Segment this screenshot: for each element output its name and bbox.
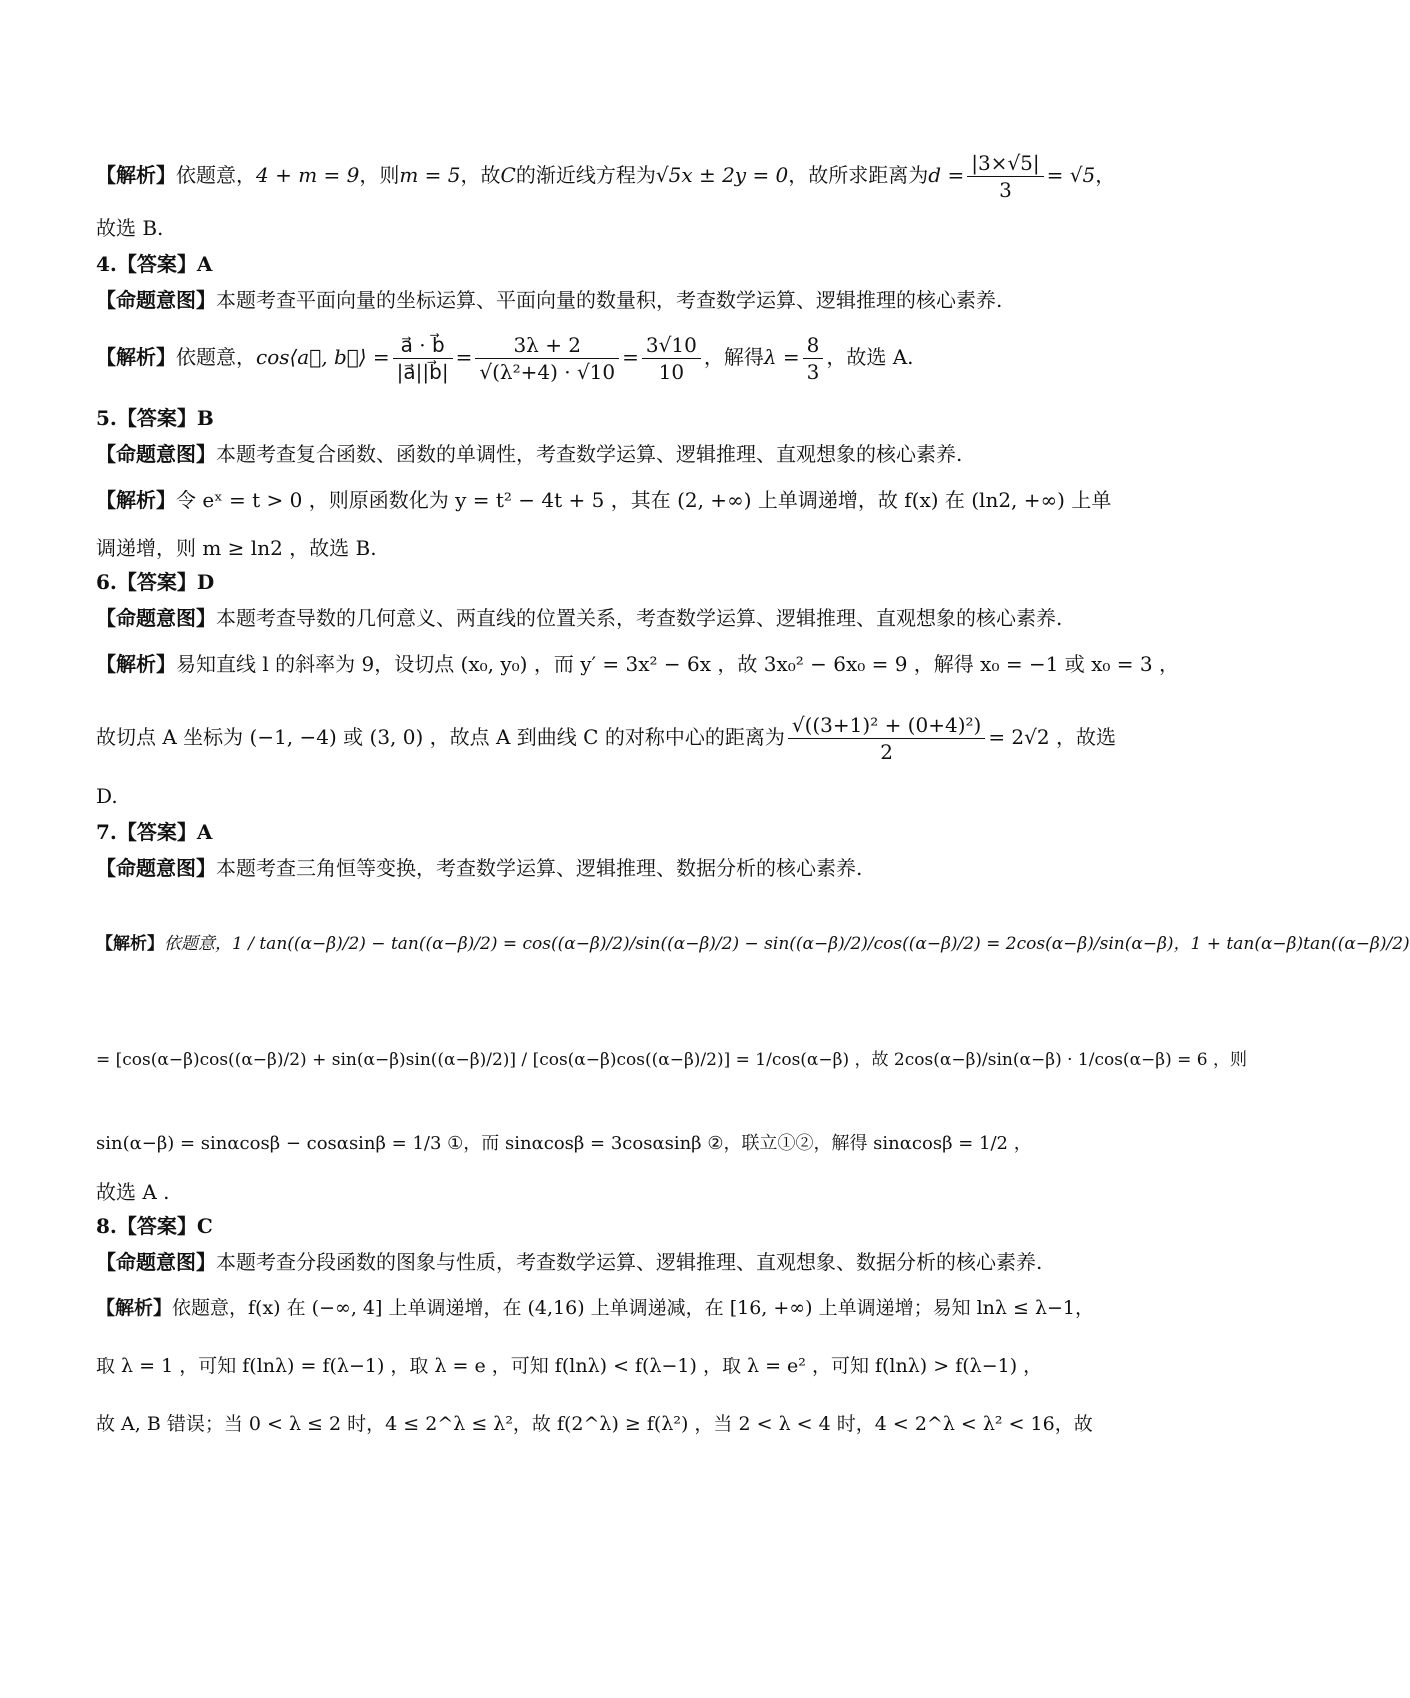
text: 依题意，	[176, 163, 256, 187]
text: 依题意，	[176, 345, 256, 369]
q3-analysis-line	[96, 150, 1116, 203]
q7-answer-heading: 7.【答案】A	[96, 820, 213, 844]
q5-analysis-line	[96, 486, 1112, 514]
q7-intent-line	[96, 854, 1104, 882]
equals: =	[622, 345, 639, 369]
denominator: 3	[999, 178, 1012, 202]
q8-analysis-line	[96, 1294, 1104, 1322]
analysis-tag: 【解析】	[96, 652, 176, 676]
q6-answer-heading: 6.【答案】D	[96, 570, 215, 594]
analysis-tag: 【解析】	[96, 488, 176, 512]
q7-equation-line: = [cos(α−β)cos((α−β)/2) + sin(α−β)sin((α−β)/2)] / [cos(α−β)cos((α−β)/2)] = 1/cos(α−β) ，故 2cos(α−β)/sin(α−β) · 1/cos(α−β) = 6 ，则	[96, 1050, 1248, 1070]
denominator: 3	[806, 360, 820, 384]
fraction	[475, 332, 619, 385]
text: ，故选 A.	[826, 345, 914, 369]
q8-analysis-line-3: 故 A, B 错误；当 0 < λ ≤ 2 时，4 ≤ 2^λ ≤ λ²，故 f(2^λ) ≥ f(λ²) ，当 2 < λ < 4 时，4 < 2^λ < λ² < 16，故	[96, 1413, 1093, 1435]
q5-answer-heading: 5.【答案】B	[96, 406, 214, 430]
equation: λ =	[763, 345, 800, 369]
denominator: √(λ²+4) · √10	[479, 360, 616, 384]
intent-text: 本题考查导数的几何意义、两直线的位置关系，考查数学运算、逻辑推理、直观想象的核心素养.	[216, 606, 1063, 630]
q8-analysis-line-2: 取 λ = 1 ，可知 f(lnλ) = f(λ−1) ，取 λ = e ，可知 f(lnλ) < f(λ−1) ，取 λ = e² ，可知 f(lnλ) > f(λ−1) ，	[96, 1355, 1043, 1377]
equation: = √5	[1046, 163, 1096, 187]
q7-conclusion: 故选 A .	[96, 1180, 170, 1204]
equation: √5x ± 2y = 0	[655, 163, 789, 187]
q8-answer-heading: 8.【答案】C	[96, 1214, 213, 1238]
equation: cos⟨a⃗, b⃗⟩ =	[256, 345, 390, 369]
intent-tag: 【命题意图】	[96, 856, 216, 880]
fraction	[788, 712, 985, 765]
denominator: |a⃗||b⃗|	[396, 360, 449, 384]
fraction	[967, 150, 1043, 203]
intent-tag: 【命题意图】	[96, 606, 216, 630]
intent-text: 本题考查三角恒等变换，考查数学运算、逻辑推理、数据分析的核心素养.	[216, 856, 863, 880]
analysis-text: 依题意，f(x) 在 (−∞, 4] 上单调递增，在 (4,16) 上单调递减，在 [16, +∞) 上单调递增；易知 lnλ ≤ λ−1，	[172, 1297, 1095, 1319]
numerator: |3×√5|	[967, 150, 1043, 177]
text: ，故	[460, 163, 501, 187]
q7-equation-line-3: sin(α−β) = sinαcosβ − cosαsinβ = 1/3 ①，而 sinαcosβ = 3cosαsinβ ②，联立①②，解得 sinαcosβ = 1/2 ，	[96, 1133, 1032, 1154]
text: ，	[1095, 163, 1116, 187]
text: ，则	[359, 163, 400, 187]
q4-answer-heading: 4.【答案】A	[96, 252, 213, 276]
q4-analysis-line	[96, 332, 1104, 385]
numerator: a⃗ · b⃗	[393, 332, 453, 359]
fraction	[642, 332, 701, 385]
equation: d =	[928, 163, 965, 187]
analysis-text: 易知直线 l 的斜率为 9，设切点 (x₀, y₀) ，而 y′ = 3x² − 6x ，故 3x₀² − 6x₀ = 9 ，解得 x₀ = −1 或 x₀ = 3 ，	[176, 652, 1179, 676]
intent-tag: 【命题意图】	[96, 442, 216, 466]
intent-text: 本题考查分段函数的图象与性质，考查数学运算、逻辑推理、直观想象、数据分析的核心素养.	[216, 1250, 1043, 1274]
numerator: 3√10	[642, 332, 701, 359]
text: ，解得	[703, 345, 764, 369]
intent-tag: 【命题意图】	[96, 1250, 216, 1274]
numerator: √((3+1)² + (0+4)²)	[788, 712, 985, 739]
analysis-text: 令 eˣ = t > 0 ，则原函数化为 y = t² − 4t + 5 ，其在 (2, +∞) 上单调递增，故 f(x) 在 (ln2, +∞) 上单	[176, 488, 1112, 512]
fraction	[803, 332, 824, 385]
numerator: 8	[803, 332, 824, 359]
equation: 4 + m = 9	[256, 163, 360, 187]
text: ，故所求距离为	[788, 163, 929, 187]
analysis-tag: 【解析】	[96, 163, 176, 187]
q4-intent-line	[96, 286, 1104, 314]
intent-text: 本题考查平面向量的坐标运算、平面向量的数量积，考查数学运算、逻辑推理的核心素养.	[216, 288, 1003, 312]
equation: 依题意，1 / tan((α−β)/2) − tan((α−β)/2) = cos((α−β)/2)/sin((α−β)/2) − sin((α−β)/2)/cos((α−β)/2) = 2cos(α−β)/sin(α−β)，1 + tan(α−β)tan((α−β)/2)	[164, 934, 1410, 954]
variable: C	[500, 163, 516, 187]
analysis-text: = 2√2 ，故选	[988, 725, 1116, 749]
intent-text: 本题考查复合函数、函数的单调性，考查数学运算、逻辑推理、直观想象的核心素养.	[216, 442, 963, 466]
analysis-tag: 【解析】	[96, 345, 176, 369]
denominator: 10	[658, 360, 685, 384]
analysis-tag: 【解析】	[96, 934, 164, 954]
denominator: 2	[880, 740, 893, 764]
analysis-text: 故切点 A 坐标为 (−1, −4) 或 (3, 0) ，故点 A 到曲线 C 的对称中心的距离为	[96, 725, 785, 749]
q5-analysis-continued: 调递增，则 m ≥ ln2 ，故选 B.	[96, 536, 377, 560]
q7-analysis-line	[96, 930, 1410, 958]
intent-tag: 【命题意图】	[96, 288, 216, 312]
equals: =	[455, 345, 473, 369]
fraction	[393, 332, 453, 385]
q6-analysis-line	[96, 650, 1179, 678]
q6-analysis-continued	[96, 712, 1116, 765]
q6-conclusion: D.	[96, 784, 118, 808]
q5-intent-line	[96, 440, 1104, 468]
text: 的渐近线方程为	[515, 163, 656, 187]
equation: m = 5	[399, 163, 461, 187]
analysis-tag: 【解析】	[96, 1297, 173, 1319]
q8-intent-line	[96, 1248, 1104, 1276]
q6-intent-line	[96, 604, 1104, 632]
q3-conclusion: 故选 B.	[96, 216, 164, 240]
numerator: 3λ + 2	[475, 332, 619, 359]
